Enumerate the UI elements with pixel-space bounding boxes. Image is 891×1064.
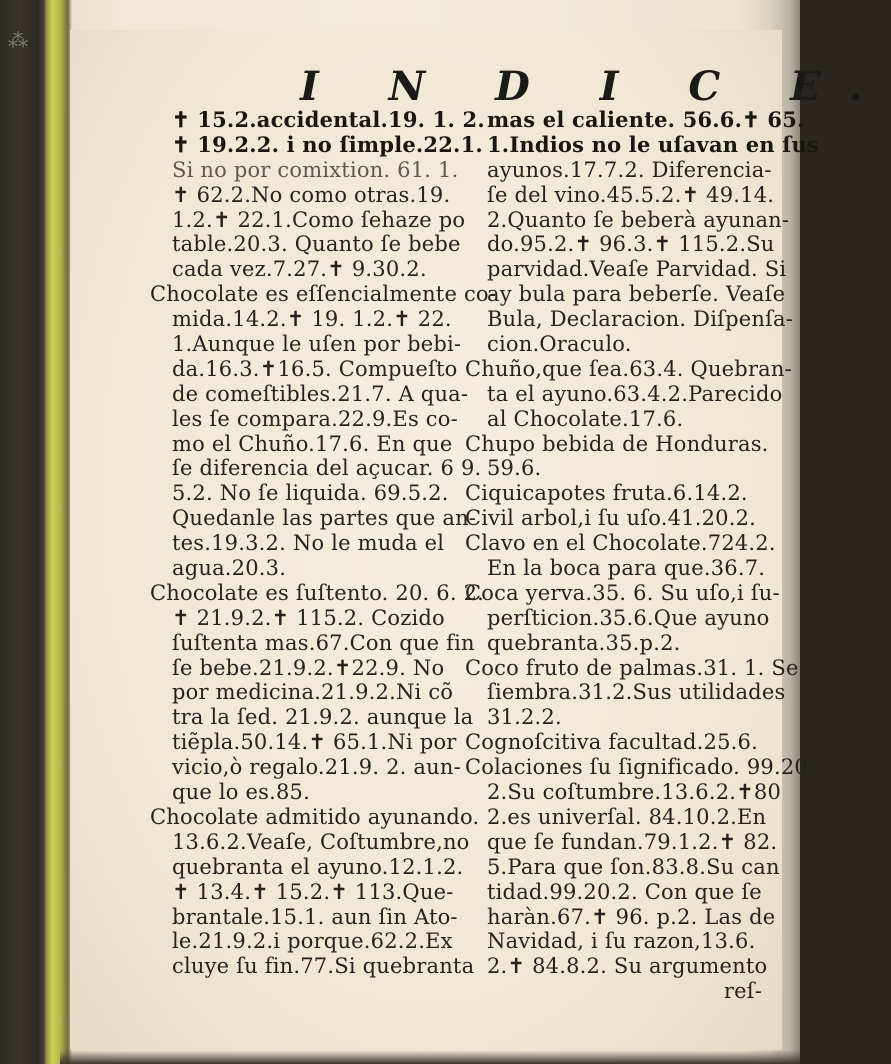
index-line: ta el ayuno.63.4.2.Parecido bbox=[487, 381, 783, 406]
index-line: ay bula para beberſe. Veaſe bbox=[487, 282, 786, 307]
right-column bbox=[465, 107, 820, 1004]
index-line: Civil arbol,i ſu uſo.41.20.2. bbox=[465, 506, 757, 531]
index-line: Clavo en el Chocolate.724.2. bbox=[465, 531, 776, 556]
index-line: 1.Aunque le uſen por bebi- bbox=[172, 332, 462, 357]
index-line: 13.6.2.Veaſe, Coſtumbre,no bbox=[172, 829, 470, 854]
index-line: Chuño,que ſea.63.4. Quebran- bbox=[465, 356, 792, 381]
index-line: ✝ 19.2.2. i no ſimple.22.1. bbox=[172, 131, 483, 157]
index-line: En la boca para que.36.7. bbox=[487, 556, 766, 581]
index-line: ayunos.17.7.2. Diferencia- bbox=[487, 157, 772, 182]
index-line: ✝ 15.2.accidental.19. 1. 2. bbox=[172, 107, 485, 132]
index-line: Coca yerva.35. 6. Su uſo,i ſu- bbox=[465, 580, 780, 605]
index-line: le.21.9.2.i porque.62.2.Ex bbox=[172, 929, 453, 954]
index-line: 5.Para que ſon.83.8.Su can bbox=[487, 854, 780, 879]
index-line: Ciquicapotes fruta.6.14.2. bbox=[465, 481, 748, 506]
index-line: Chocolate admitido ayunando. bbox=[150, 804, 480, 829]
index-line: perſticion.35.6.Que ayuno bbox=[487, 605, 770, 630]
index-line: vicio,ò regalo.21.9. 2. aun- bbox=[172, 755, 461, 780]
index-line: Si no por comixtion. 61. 1. bbox=[172, 157, 459, 182]
index-line: tidad.99.20.2. Con que ſe bbox=[487, 879, 762, 904]
page-bottom-shadow bbox=[60, 1050, 800, 1064]
index-line: Colaciones ſu ſignificado. 99.20. bbox=[465, 755, 815, 780]
ink-stain: ⁂ bbox=[8, 28, 28, 52]
index-line: ✝ 21.9.2.✝ 115.2. Cozido bbox=[172, 605, 445, 630]
index-line: por medicina.21.9.2.Ni cõ bbox=[172, 680, 454, 705]
index-line: tiẽpla.50.14.✝ 65.1.Ni por bbox=[172, 730, 457, 755]
index-line: 2.es univerſal. 84.10.2.En bbox=[487, 804, 767, 829]
index-line: Navidad, i ſu razon,13.6. bbox=[487, 929, 756, 954]
index-line: ſe diferencia del açucar. 6 9. bbox=[172, 456, 482, 481]
index-line: quebranta el ayuno.12.1.2. bbox=[172, 854, 464, 879]
index-line: 31.2.2. bbox=[487, 705, 562, 730]
left-column bbox=[150, 107, 497, 979]
index-line: tes.19.3.2. No le muda el bbox=[172, 531, 445, 556]
index-line: Coco fruto de palmas.31. 1. Se bbox=[465, 655, 799, 680]
index-line: les ſe compara.22.9.Es co- bbox=[172, 406, 458, 431]
index-line: 2.✝ 84.8.2. Su argumento bbox=[487, 954, 768, 979]
index-line: 5.2. No ſe liquida. 69.5.2. bbox=[172, 481, 449, 506]
index-line: Chocolate es eſſencialmente co- bbox=[150, 282, 497, 307]
index-line: agua.20.3. bbox=[172, 556, 287, 581]
index-line: al Chocolate.17.6. bbox=[487, 406, 684, 431]
index-line: Cognoſcitiva facultad.25.6. bbox=[465, 730, 758, 755]
index-line: haràn.67.✝ 96. p.2. Las de bbox=[487, 904, 776, 929]
index-line: cluye ſu fin.77.Si quebranta bbox=[172, 954, 475, 979]
index-line: ✝ 13.4.✝ 15.2.✝ 113.Que- bbox=[172, 879, 454, 904]
catchword: reſ- bbox=[723, 979, 762, 1004]
index-line: Quedanle las partes que an- bbox=[172, 506, 477, 531]
index-line: mas el caliente. 56.6.✝ 65. bbox=[487, 107, 805, 132]
index-line: do.95.2.✝ 96.3.✝ 115.2.Su bbox=[487, 232, 775, 257]
index-line: 2.Su coſtumbre.13.6.2.✝80 bbox=[487, 780, 782, 805]
index-line: que ſe fundan.79.1.2.✝ 82. bbox=[487, 829, 778, 854]
page-header: I N D I C E. bbox=[300, 63, 891, 110]
index-line: 1.2.✝ 22.1.Como ſehaze po bbox=[172, 207, 466, 232]
index-line: ſiembra.31.2.Sus utilidades bbox=[487, 680, 786, 705]
index-line: mida.14.2.✝ 19. 1.2.✝ 22. bbox=[172, 307, 452, 332]
index-line: ſe bebe.21.9.2.✝22.9. No bbox=[172, 655, 445, 680]
index-line: 59.6. bbox=[487, 456, 542, 481]
index-line: Chocolate es ſuſtento. 20. 6. 2. bbox=[150, 580, 485, 605]
index-line: parvidad.Veaſe Parvidad. Si bbox=[487, 257, 787, 282]
index-line: Bula, Declaracion. Diſpenſa- bbox=[487, 307, 794, 332]
index-line: que lo es.85. bbox=[172, 780, 310, 805]
index-line: mo el Chuño.17.6. En que bbox=[172, 431, 453, 456]
index-line: Chupo bebida de Honduras. bbox=[465, 431, 769, 456]
index-line: ſuſtenta mas.67.Con que fin bbox=[172, 630, 475, 655]
index-line: 1.Indios no le uſavan en ſus bbox=[487, 131, 820, 157]
index-line: tra la ſed. 21.9.2. aunque la bbox=[172, 705, 474, 730]
index-line: table.20.3. Quanto ſe bebe bbox=[172, 232, 461, 257]
index-line: ✝ 62.2.No como otras.19. bbox=[172, 182, 451, 207]
index-line: brantale.15.1. aun ſin Ato- bbox=[172, 904, 458, 929]
index-line: cion.Oraculo. bbox=[487, 332, 632, 357]
index-line: quebranta.35.p.2. bbox=[487, 630, 681, 655]
index-line: de comeſtibles.21.7. A qua- bbox=[172, 381, 469, 406]
index-line: 2.Quanto ſe beberà ayunan- bbox=[487, 207, 790, 232]
index-line: ſe del vino.45.5.2.✝ 49.14. bbox=[487, 182, 775, 207]
index-line: da.16.3.✝16.5. Compueſto bbox=[172, 356, 458, 381]
index-line: cada vez.7.27.✝ 9.30.2. bbox=[172, 257, 427, 282]
